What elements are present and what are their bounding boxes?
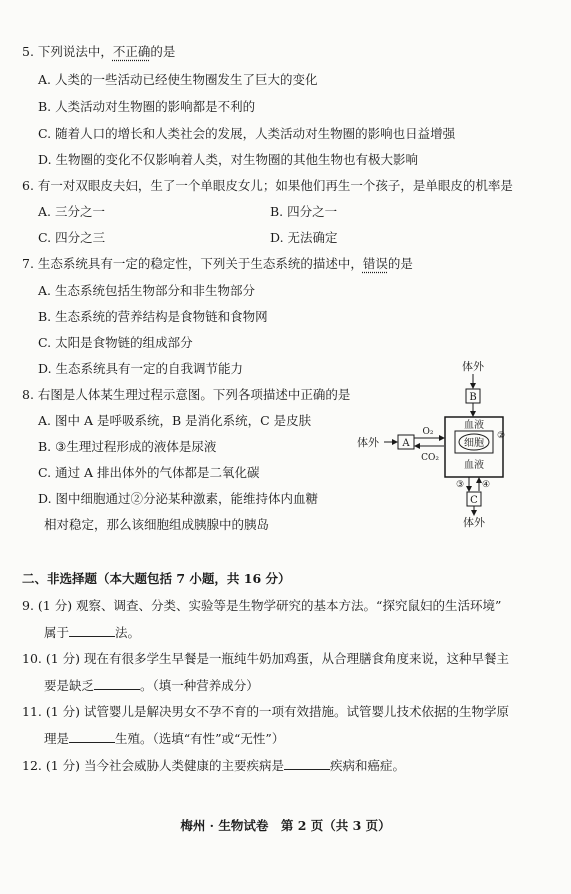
o2-label: O₂ xyxy=(422,427,434,437)
q9-line-1: 9. (1 分) 观察、调查、分类、实验等是生物学研究的基本方法。“探究鼠妇的生活环境” xyxy=(22,598,502,613)
q11-line-1: 11. (1 分) 试管婴儿是解决男女不孕不育的一项有效措施。试管婴儿技术依据的生物学原 xyxy=(22,704,510,719)
q9-suffix: 法。 xyxy=(115,625,141,640)
q9-line-2 xyxy=(44,624,140,641)
q5-option-b: B. 人类活动对生物圈的影响都是不利的 xyxy=(38,99,256,114)
q7-option-b: B. 生态系统的营养结构是食物链和食物网 xyxy=(38,309,268,324)
q9-answer-blank[interactable] xyxy=(69,624,115,637)
cell-label: 细胞 xyxy=(464,438,484,449)
q8-option-a: A. 图中 A 是呼吸系统，B 是消化系统，C 是皮肤 xyxy=(38,413,312,428)
marker-2: ② xyxy=(497,431,506,441)
q7-stem-prefix: 7. 生态系统具有一定的稳定性，下列关于生态系统的描述中， xyxy=(22,256,363,271)
q12-suffix: 疾病和癌症。 xyxy=(330,758,406,773)
diagram-outside-bottom: 体外 xyxy=(463,516,485,528)
q7-stem xyxy=(22,256,413,272)
q11-answer-blank[interactable] xyxy=(69,730,115,743)
q7-option-c: C. 太阳是食物链的组成部分 xyxy=(38,335,193,350)
q7-stem-emphasis: 错误 xyxy=(362,256,388,271)
q12-prefix: 12. (1 分) 当今社会威胁人类健康的主要疾病是 xyxy=(22,758,285,773)
q6-option-c: C. 四分之三 xyxy=(38,230,106,245)
q8-option-c: C. 通过 A 排出体外的气体都是二氧化碳 xyxy=(38,465,260,480)
q5-stem-prefix: 5. 下列说法中， xyxy=(22,44,113,59)
marker-3: ③ xyxy=(456,480,465,490)
q8-option-d-continued: 相对稳定，那么该细胞组成胰腺中的胰岛 xyxy=(44,517,270,532)
q8-option-d: D. 图中细胞通过②分泌某种激素，能维持体内血糖 xyxy=(38,491,319,506)
box-c-label: C xyxy=(470,495,478,506)
q5-stem-suffix: 的是 xyxy=(150,44,176,59)
q7-option-a: A. 生态系统包括生物部分和非生物部分 xyxy=(38,283,255,298)
blood-bottom-label: 血液 xyxy=(464,460,484,471)
q5-option-d: D. 生物圈的变化不仅影响着人类，对生物圈的其他生物也有极大影响 xyxy=(38,152,419,167)
physiology-diagram xyxy=(350,358,540,528)
q9-prefix: 属于 xyxy=(44,625,70,640)
q10-suffix: 。（填一种营养成分） xyxy=(140,678,259,693)
page-footer: 梅州 · 生物试卷 第 2 页（共 3 页） xyxy=(180,818,391,833)
q10-answer-blank[interactable] xyxy=(94,677,140,690)
q10-line-1: 10. (1 分) 现在有很多学生早餐是一瓶纯牛奶加鸡蛋，从合理膳食角度来说，这种早餐主 xyxy=(22,651,510,666)
q12-line xyxy=(22,757,405,774)
blood-top-label: 血液 xyxy=(464,420,484,431)
q5-option-a: A. 人类的一些活动已经使生物圈发生了巨大的变化 xyxy=(38,72,318,87)
q8-option-b: B. ③生理过程形成的液体是尿液 xyxy=(38,439,217,454)
q5-option-c: C. 随着人口的增长和人类社会的发展，人类活动对生物圈的影响也日益增强 xyxy=(38,126,456,141)
q7-option-d: D. 生态系统具有一定的自我调节能力 xyxy=(38,361,244,376)
diagram-outside-top: 体外 xyxy=(462,360,484,373)
q11-suffix: 生殖。（选填“有性”或“无性”） xyxy=(115,731,285,746)
section-2-heading: 二、非选择题（本大题包括 7 小题，共 16 分） xyxy=(22,571,291,586)
q6-option-d: D. 无法确定 xyxy=(270,230,338,245)
diagram-outside-left: 体外 xyxy=(357,436,379,449)
co2-label: CO₂ xyxy=(421,453,439,463)
q6-stem: 6. 有一对双眼皮夫妇，生了一个单眼皮女儿；如果他们再生一个孩子，是单眼皮的机率是 xyxy=(22,178,513,193)
q8-stem: 8. 右图是人体某生理过程示意图。下列各项描述中正确的是 xyxy=(22,387,351,402)
box-b-label: B xyxy=(469,392,477,403)
marker-4: ④ xyxy=(482,480,491,490)
q10-line-2 xyxy=(44,677,259,694)
box-a-label: A xyxy=(402,438,410,449)
q10-prefix: 要是缺乏 xyxy=(44,678,95,693)
q11-line-2 xyxy=(44,730,284,747)
q5-stem-emphasis: 不正确 xyxy=(112,44,151,59)
q5-stem xyxy=(22,44,175,60)
q6-option-a: A. 三分之一 xyxy=(38,204,105,219)
q11-prefix: 理是 xyxy=(44,731,70,746)
q6-option-b: B. 四分之一 xyxy=(270,204,338,219)
q12-answer-blank[interactable] xyxy=(284,757,330,770)
q7-stem-suffix: 的是 xyxy=(387,256,413,271)
